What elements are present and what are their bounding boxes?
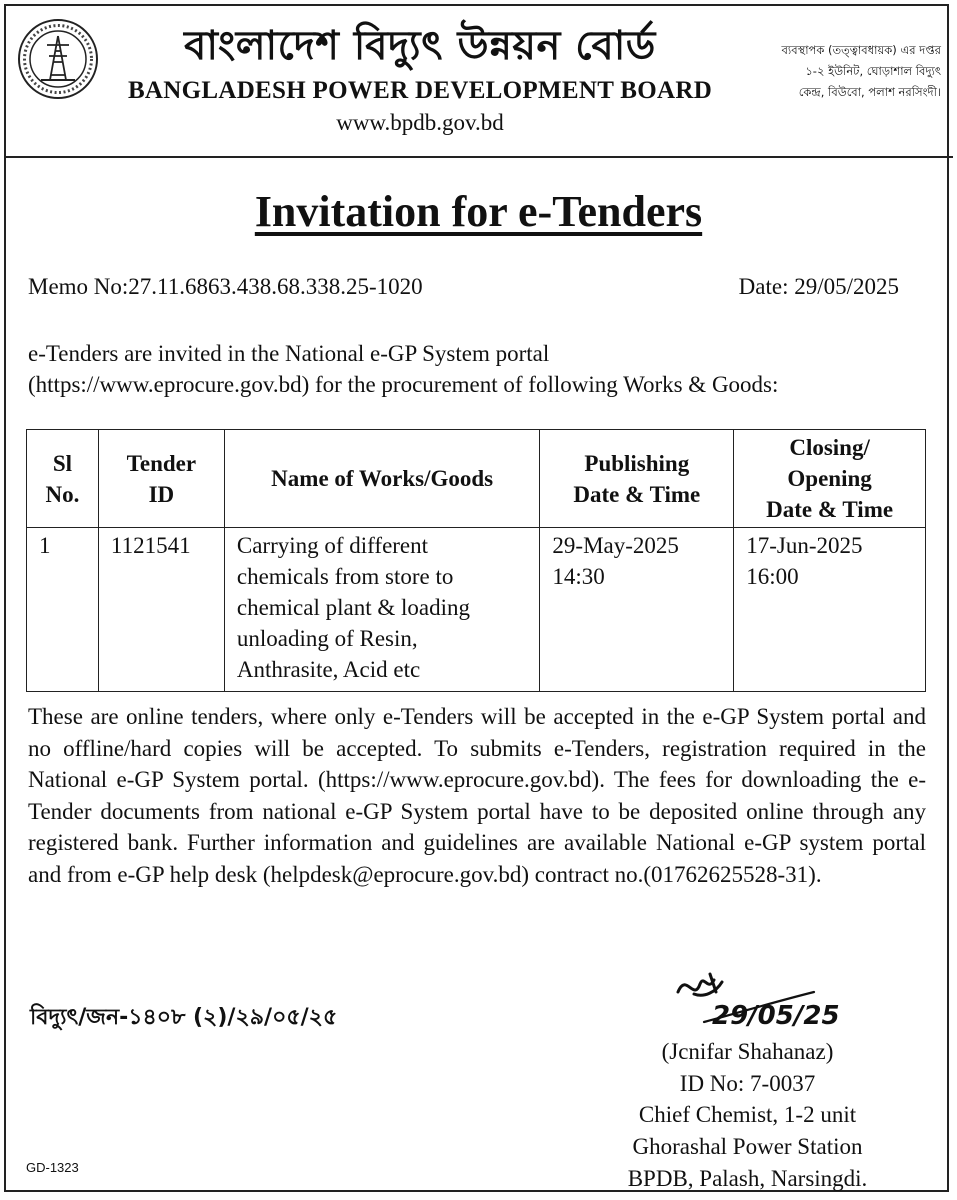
notice-date: Date: 29/05/2025	[738, 274, 899, 299]
header-divider	[4, 156, 953, 158]
cell-name-of-works: Carrying of different chemicals from store to chemical plant & loading unloading of Resin, Anthrasite, Acid etc	[224, 528, 540, 692]
office-line: ব্যবস্থাপক (তত্ত্বাবধায়ক) এর দপ্তর	[781, 43, 941, 57]
tender-table	[26, 429, 926, 692]
org-website: www.bpdb.gov.bd	[336, 110, 504, 135]
header-closing: Closing/ Opening Date & Time	[734, 430, 926, 528]
signatory-designation: Chief Chemist, 1-2 unit	[638, 1102, 857, 1128]
bpdb-logo-icon	[17, 18, 99, 100]
office-line: কেন্দ্র, বিউবো, পলাশ নরসিংদী।	[798, 85, 941, 99]
intro-paragraph	[28, 338, 928, 400]
header-tender-id: Tender ID	[98, 430, 224, 528]
header-publishing: Publishing Date & Time	[540, 430, 734, 528]
signature-date: 29/05/25	[712, 1001, 840, 1031]
table-row	[27, 528, 926, 692]
signatory-name: (Jcnifar Shahanaz)	[661, 1039, 834, 1064]
office-address	[731, 40, 941, 103]
signatory-location: BPDB, Palash, Narsingdi.	[627, 1165, 868, 1191]
intro-line: e-Tenders are invited in the National e-GP System portal	[28, 341, 550, 366]
instructions-paragraph: These are online tenders, where only e-Tenders will be accepted in the e-GP System portal and no offline/hard copies will be accepted. To submits e-Tenders, registration required in the National e-GP System portal. (https://www.eprocure.gov.bd). The fees for downloading the e-Tender documents from national e-GP System portal have to be deposited online through any registered bank. Further information and guidelines are available National e-GP system portal and from e-GP help desk (helpdesk@eprocure.gov.bd) contract no.(01762625528-31).	[28, 704, 926, 887]
office-line: ১-২ ইউনিট, ঘোড়াশাল বিদ্যুৎ	[805, 64, 941, 78]
signatory-station: Ghorashal Power Station	[632, 1134, 863, 1160]
signature-mark	[664, 962, 840, 1034]
cell-publishing: 29-May-2025 14:30	[540, 528, 734, 692]
signatory-block	[575, 1036, 920, 1195]
memo-number: Memo No:27.11.6863.438.68.338.25-1020	[28, 274, 423, 299]
gd-code: GD-1323	[26, 1160, 79, 1175]
intro-line: (https://www.eprocure.gov.bd) for the procurement of following Works & Goods:	[28, 372, 779, 397]
org-title-bengali: বাংলাদেশ বিদ্যুৎ উন্নয়ন বোর্ড	[184, 23, 656, 69]
cell-tender-id: 1121541	[98, 528, 224, 692]
cell-closing: 17-Jun-2025 16:00	[734, 528, 926, 692]
notice-title: Invitation for e-Tenders	[254, 187, 703, 236]
org-title-english: BANGLADESH POWER DEVELOPMENT BOARD	[127, 77, 713, 104]
signatory-id: ID No: 7-0037	[679, 1070, 816, 1096]
header-name-of-works: Name of Works/Goods	[224, 430, 540, 528]
reference-number-bengali: বিদ্যুৎ/জন-১৪০৮ (২)/২৯/০৫/২৫	[30, 1005, 338, 1030]
header-sl-no: Sl No.	[27, 430, 99, 528]
table-header-row	[27, 430, 926, 528]
cell-sl-no: 1	[27, 528, 99, 692]
